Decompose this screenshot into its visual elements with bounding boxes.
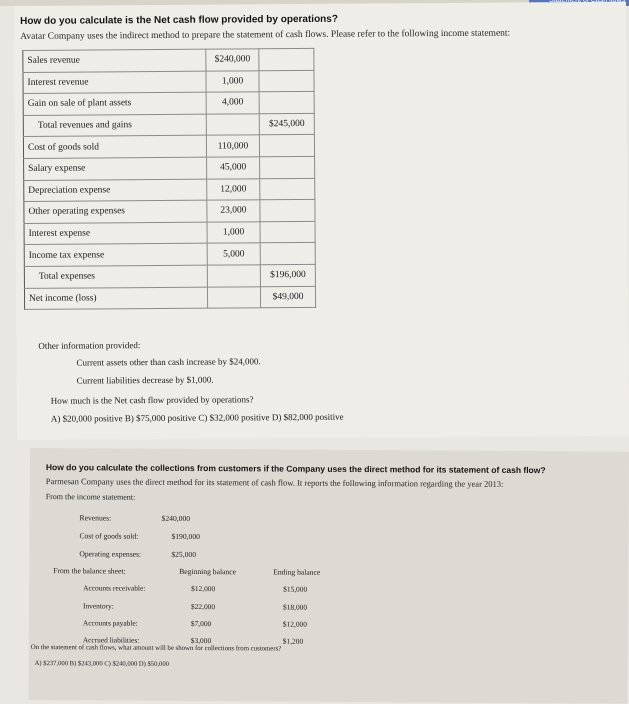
income-item-operating-expenses — [79, 549, 197, 560]
income-row — [24, 200, 315, 224]
income-row-col2: $49,000 — [260, 286, 315, 308]
income-row-label: Other operating expenses — [24, 200, 207, 223]
balance-item-beginning: $22,000 — [191, 601, 216, 612]
income-row-col2 — [260, 221, 315, 243]
income-row — [23, 135, 314, 159]
income-row-label: Income tax expense — [24, 244, 207, 267]
question-2-prompt: On the statement of cash flows, what amount will be shown for collections from customers? — [30, 644, 282, 653]
balance-item-ending: $1,200 — [282, 636, 304, 646]
beginning-balance-header: Beginning balance — [179, 566, 237, 577]
income-row — [24, 264, 315, 288]
question-1-prompt: How much is the Net cash flow provided by operations? — [50, 394, 254, 406]
other-info-current-assets: Current assets other than cash increase by $24,000. — [76, 356, 261, 368]
income-row-col2 — [260, 243, 315, 265]
income-row-col2 — [260, 200, 315, 222]
income-row-label: Interest expense — [24, 222, 207, 245]
ending-balance-header: Ending balance — [273, 567, 321, 577]
from-balance-sheet-label: From the balance sheet: — [53, 566, 126, 576]
income-row — [24, 156, 315, 180]
question-2-title: How do you calculate the collections from customers if the Company uses the direct method for its statement of cash flow? — [45, 462, 546, 476]
balance-item-label: Accounts receivable: — [83, 583, 146, 593]
question-2-intro: Parmesan Company uses the direct method for its statement of cash flow. It reports the following information regarding the year 2013: — [45, 476, 504, 489]
income-row — [23, 113, 314, 137]
income-item-value: $190,000 — [171, 531, 200, 542]
income-item-value: $25,000 — [171, 549, 197, 560]
income-row-label: Interest revenue — [23, 71, 206, 94]
balance-item-ending: $18,000 — [283, 602, 308, 612]
question-1-intro: Avatar Company uses the indirect method to prepare the statement of cash flows. Please refer to the following income statement: — [20, 28, 511, 42]
balance-item-accounts-receivable — [83, 583, 308, 594]
question-1-choices: A) $20,000 positive B) $75,000 positive C) $32,000 positive D) $82,000 positive — [50, 411, 344, 424]
income-row-col1: 4,000 — [206, 92, 259, 114]
income-statement-table — [22, 48, 316, 310]
question-1-page — [14, 2, 629, 440]
income-row-col1: 110,000 — [206, 135, 259, 157]
income-row-col2: $196,000 — [260, 264, 315, 286]
question-2-choices: A) $237,000 B) $243,000 C) $240,000 D) $50,000 — [34, 660, 169, 668]
income-row-label: Net income (loss) — [24, 287, 207, 310]
income-row-col2 — [259, 48, 314, 70]
balance-item-accounts-payable — [82, 618, 307, 629]
income-row — [23, 70, 314, 94]
balance-item-inventory — [83, 601, 308, 612]
income-row-col2 — [260, 178, 315, 200]
balance-item-accrued-liabilities — [82, 635, 304, 646]
income-item-label: Cost of goods sold: — [79, 531, 139, 541]
question-1-title: How do you calculate is the Net cash flow provided by operations? — [20, 13, 338, 27]
balance-item-ending: $12,000 — [282, 619, 307, 629]
income-row-label: Sales revenue — [23, 49, 206, 72]
income-item-cogs — [79, 531, 200, 542]
income-item-revenues — [79, 513, 191, 523]
income-item-value: $240,000 — [161, 513, 191, 523]
income-row-label: Depreciation expense — [24, 179, 207, 202]
income-row-col2 — [260, 156, 315, 178]
income-row-col1 — [207, 265, 260, 287]
balance-item-beginning: $3,000 — [190, 635, 212, 646]
income-row-col2 — [259, 135, 314, 157]
income-row — [24, 178, 315, 202]
question-2-page — [28, 448, 629, 704]
income-row-label: Total revenues and gains — [23, 114, 206, 137]
income-row-col2: $245,000 — [259, 113, 314, 135]
balance-item-label: Inventory: — [83, 601, 114, 611]
balance-item-label: Accrued liabilities: — [82, 635, 140, 645]
income-row — [24, 286, 315, 310]
income-row-label: Gain on sale of plant assets — [23, 92, 206, 115]
income-row — [24, 221, 315, 245]
income-row-col1: 12,000 — [207, 178, 260, 200]
income-row-label: Cost of goods sold — [23, 136, 206, 159]
income-row-col1: 23,000 — [207, 200, 260, 222]
income-row — [23, 92, 314, 116]
other-info-label: Other information provided: — [38, 340, 141, 351]
income-row-label: Salary expense — [24, 157, 207, 180]
balance-item-beginning: $7,000 — [190, 618, 212, 629]
balance-item-label: Accounts payable: — [82, 618, 138, 628]
income-item-label: Operating expenses: — [79, 549, 142, 559]
income-row-col1 — [206, 114, 259, 136]
income-item-label: Revenues: — [79, 513, 112, 523]
income-row-col1: 1,000 — [207, 222, 260, 244]
income-row-col2 — [259, 70, 314, 92]
from-income-statement-label: From the income statement: — [45, 492, 136, 502]
income-row-col1 — [207, 286, 260, 308]
income-row — [23, 48, 314, 72]
income-row-label: Total expenses — [24, 265, 207, 288]
other-info-current-liabilities: Current liabilities decrease by $1,000. — [76, 374, 214, 386]
income-row-col1: $240,000 — [206, 49, 259, 71]
income-row — [24, 243, 315, 267]
balance-item-ending: $15,000 — [283, 584, 308, 594]
income-row-col1: 1,000 — [206, 70, 259, 92]
income-row-col2 — [259, 92, 314, 114]
income-row-col1: 5,000 — [207, 243, 260, 265]
income-row-col1: 45,000 — [207, 157, 260, 179]
balance-item-beginning: $12,000 — [191, 583, 216, 594]
